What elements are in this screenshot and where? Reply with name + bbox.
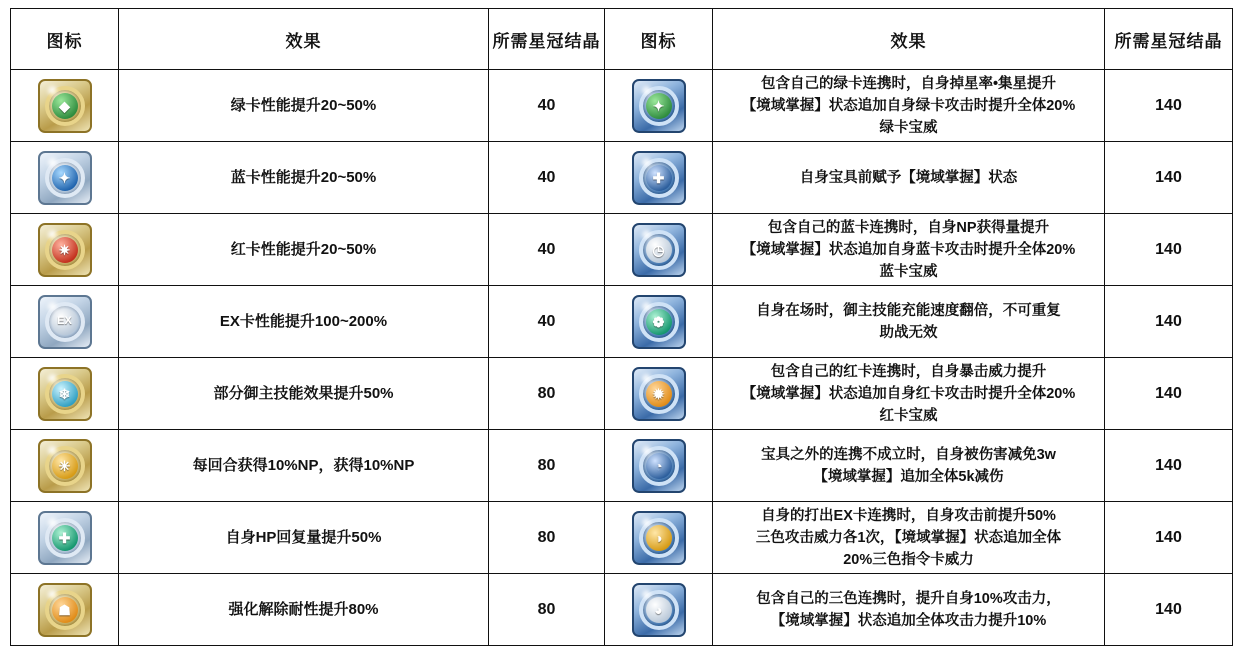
table-row — [11, 142, 1233, 214]
sparkle-highlight — [48, 518, 57, 527]
sparkle-highlight — [642, 518, 651, 527]
table-row — [11, 214, 1233, 286]
cost-cell-left: 80 — [489, 430, 605, 502]
table-row — [11, 358, 1233, 430]
effect-line: 【境域掌握】追加全体5k减伤 — [813, 468, 1004, 485]
effect-cell-right — [713, 358, 1105, 430]
effect-cell-left — [119, 70, 489, 142]
icon-symbol: ☗ — [52, 597, 78, 623]
blue-chain-np-icon — [632, 223, 686, 277]
effect-line: 绿卡宝威 — [879, 119, 938, 136]
table-body — [11, 70, 1233, 646]
effect-line: 【境域掌握】状态追加全体攻击力提升10% — [770, 612, 1047, 629]
icon-symbol: ◔ — [646, 453, 672, 479]
icon-symbol: ✚ — [646, 165, 672, 191]
cost-cell-left: 80 — [489, 502, 605, 574]
icon-symbol: ✷ — [52, 237, 78, 263]
icon-cell-right — [605, 70, 713, 142]
icon-cell-left — [11, 574, 119, 646]
icon-symbol: ◷ — [646, 237, 672, 263]
effect-line: 绿卡性能提升20~50% — [230, 97, 377, 114]
sparkle-highlight — [48, 302, 57, 311]
green-chain-star-icon — [632, 79, 686, 133]
icon-cell-right — [605, 574, 713, 646]
sparkle-highlight — [642, 230, 651, 239]
cost-cell-right: 140 — [1105, 142, 1233, 214]
icon-cell-left — [11, 70, 119, 142]
effect-line: EX卡性能提升100~200% — [219, 313, 388, 330]
cost-cell-right: 140 — [1105, 358, 1233, 430]
sparkle-highlight — [642, 86, 651, 95]
icon-symbol: ◕ — [646, 597, 672, 623]
header-effect-right: 效果 — [713, 9, 1105, 70]
effect-cell-left — [119, 358, 489, 430]
header-row — [11, 9, 1233, 70]
icon-symbol: ✦ — [646, 93, 672, 119]
effect-cell-right — [713, 286, 1105, 358]
effect-line: 蓝卡宝威 — [879, 263, 938, 280]
effect-line: 【境域掌握】状态追加自身蓝卡攻击时提升全体20% — [741, 241, 1076, 258]
effect-line: 包含自己的三色连携时，提升自身10%攻击力， — [756, 590, 1061, 607]
table-head — [11, 9, 1233, 70]
red-chain-crit-icon — [632, 367, 686, 421]
effect-line: 三色攻击威力各1次，【境域掌握】状态追加全体 — [755, 529, 1062, 546]
np-pre-domain-icon — [632, 151, 686, 205]
icon-symbol: ❁ — [646, 309, 672, 335]
icon-cell-left — [11, 358, 119, 430]
effect-line: 包含自己的红卡连携时，自身暴击威力提升 — [770, 363, 1047, 380]
cost-cell-left: 80 — [489, 574, 605, 646]
table-row — [11, 70, 1233, 142]
effect-cell-right — [713, 430, 1105, 502]
debuff-resist-icon — [38, 583, 92, 637]
header-cost-left: 所需星冠结晶 — [489, 9, 605, 70]
effect-line: 宝具之外的连携不成立时，自身被伤害减免3w — [761, 446, 1056, 463]
cost-cell-right: 140 — [1105, 430, 1233, 502]
sparkle-highlight — [48, 158, 57, 167]
effect-line: 助战无效 — [879, 324, 938, 341]
table-row — [11, 502, 1233, 574]
red-card-performance-icon — [38, 223, 92, 277]
header-icon-left: 图标 — [11, 9, 119, 70]
cost-cell-right: 140 — [1105, 286, 1233, 358]
table-row — [11, 286, 1233, 358]
effect-cell-left — [119, 574, 489, 646]
icon-cell-right — [605, 430, 713, 502]
icon-cell-left — [11, 286, 119, 358]
header-cost-right: 所需星冠结晶 — [1105, 9, 1233, 70]
effect-cell-left — [119, 430, 489, 502]
icon-symbol: ✳ — [52, 453, 78, 479]
sparkle-highlight — [48, 230, 57, 239]
header-icon-right: 图标 — [605, 9, 713, 70]
effect-line: 强化解除耐性提升80% — [228, 601, 379, 618]
effect-cell-left — [119, 214, 489, 286]
effect-line: 部分御主技能效果提升50% — [213, 385, 394, 402]
icon-symbol: ✹ — [646, 381, 672, 407]
sparkle-highlight — [48, 374, 57, 383]
sparkle-highlight — [642, 158, 651, 167]
icon-cell-right — [605, 142, 713, 214]
icon-symbol: ✚ — [52, 525, 78, 551]
icon-cell-right — [605, 502, 713, 574]
effect-line: 【境域掌握】状态追加自身红卡攻击时提升全体20% — [741, 385, 1076, 402]
icon-symbol: ❄ — [52, 381, 78, 407]
icon-cell-left — [11, 430, 119, 502]
cost-cell-left: 80 — [489, 358, 605, 430]
table-row — [11, 430, 1233, 502]
effect-cell-right — [713, 502, 1105, 574]
effect-cell-right — [713, 574, 1105, 646]
effect-cell-right — [713, 214, 1105, 286]
cost-cell-right: 140 — [1105, 214, 1233, 286]
icon-cell-left — [11, 502, 119, 574]
cost-cell-left: 40 — [489, 214, 605, 286]
effects-table — [10, 8, 1233, 646]
cost-cell-left: 40 — [489, 70, 605, 142]
hp-recovery-icon — [38, 511, 92, 565]
table-row — [11, 574, 1233, 646]
cost-cell-right: 140 — [1105, 574, 1233, 646]
cost-cell-left: 40 — [489, 142, 605, 214]
effect-line: 包含自己的蓝卡连携时，自身NP获得量提升 — [767, 219, 1050, 236]
icon-cell-right — [605, 286, 713, 358]
header-effect-left: 效果 — [119, 9, 489, 70]
sparkle-highlight — [48, 590, 57, 599]
effect-cell-right — [713, 142, 1105, 214]
effect-line: 自身在场时，御主技能充能速度翻倍，不可重复 — [756, 302, 1061, 319]
sparkle-highlight — [642, 374, 651, 383]
effect-line: 红卡性能提升20~50% — [230, 241, 377, 258]
effect-line: 每回合获得10%NP，获得10%NP — [192, 457, 415, 474]
effect-line: 20%三色指令卡威力 — [843, 551, 974, 568]
icon-symbol: ✦ — [52, 165, 78, 191]
icon-symbol: ◆ — [52, 93, 78, 119]
master-skill-charge-icon — [632, 295, 686, 349]
effect-line: 红卡宝威 — [879, 407, 938, 424]
icon-symbol: ◑ — [646, 525, 672, 551]
green-card-performance-icon — [38, 79, 92, 133]
effect-line: 自身的打出EX卡连携时，自身攻击前提升50% — [761, 507, 1056, 524]
icon-cell-left — [11, 142, 119, 214]
damage-cut-icon — [632, 439, 686, 493]
icon-cell-right — [605, 214, 713, 286]
effect-line: 【境域掌握】状态追加自身绿卡攻击时提升全体20% — [741, 97, 1076, 114]
tri-color-chain-icon — [632, 583, 686, 637]
sparkle-highlight — [48, 86, 57, 95]
cost-cell-right: 140 — [1105, 70, 1233, 142]
effect-cell-left — [119, 502, 489, 574]
master-skill-effect-icon — [38, 367, 92, 421]
effect-line: 蓝卡性能提升20~50% — [230, 169, 377, 186]
effect-cell-right — [713, 70, 1105, 142]
effect-line: 自身宝具前赋予【境域掌握】状态 — [799, 169, 1018, 186]
np-per-turn-icon — [38, 439, 92, 493]
sparkle-highlight — [48, 446, 57, 455]
sparkle-highlight — [642, 446, 651, 455]
icon-cell-right — [605, 358, 713, 430]
effect-cell-left — [119, 142, 489, 214]
sparkle-highlight — [642, 590, 651, 599]
effect-line: 包含自己的绿卡连携时，自身掉星率•集星提升 — [760, 75, 1057, 92]
effect-cell-left — [119, 286, 489, 358]
icon-symbol: EX — [52, 309, 78, 335]
effect-line: 自身HP回复量提升50% — [225, 529, 382, 546]
cost-cell-right: 140 — [1105, 502, 1233, 574]
ex-chain-attack-icon — [632, 511, 686, 565]
icon-cell-left — [11, 214, 119, 286]
blue-card-performance-icon — [38, 151, 92, 205]
cost-cell-left: 40 — [489, 286, 605, 358]
ex-attack-performance-icon — [38, 295, 92, 349]
sparkle-highlight — [642, 302, 651, 311]
